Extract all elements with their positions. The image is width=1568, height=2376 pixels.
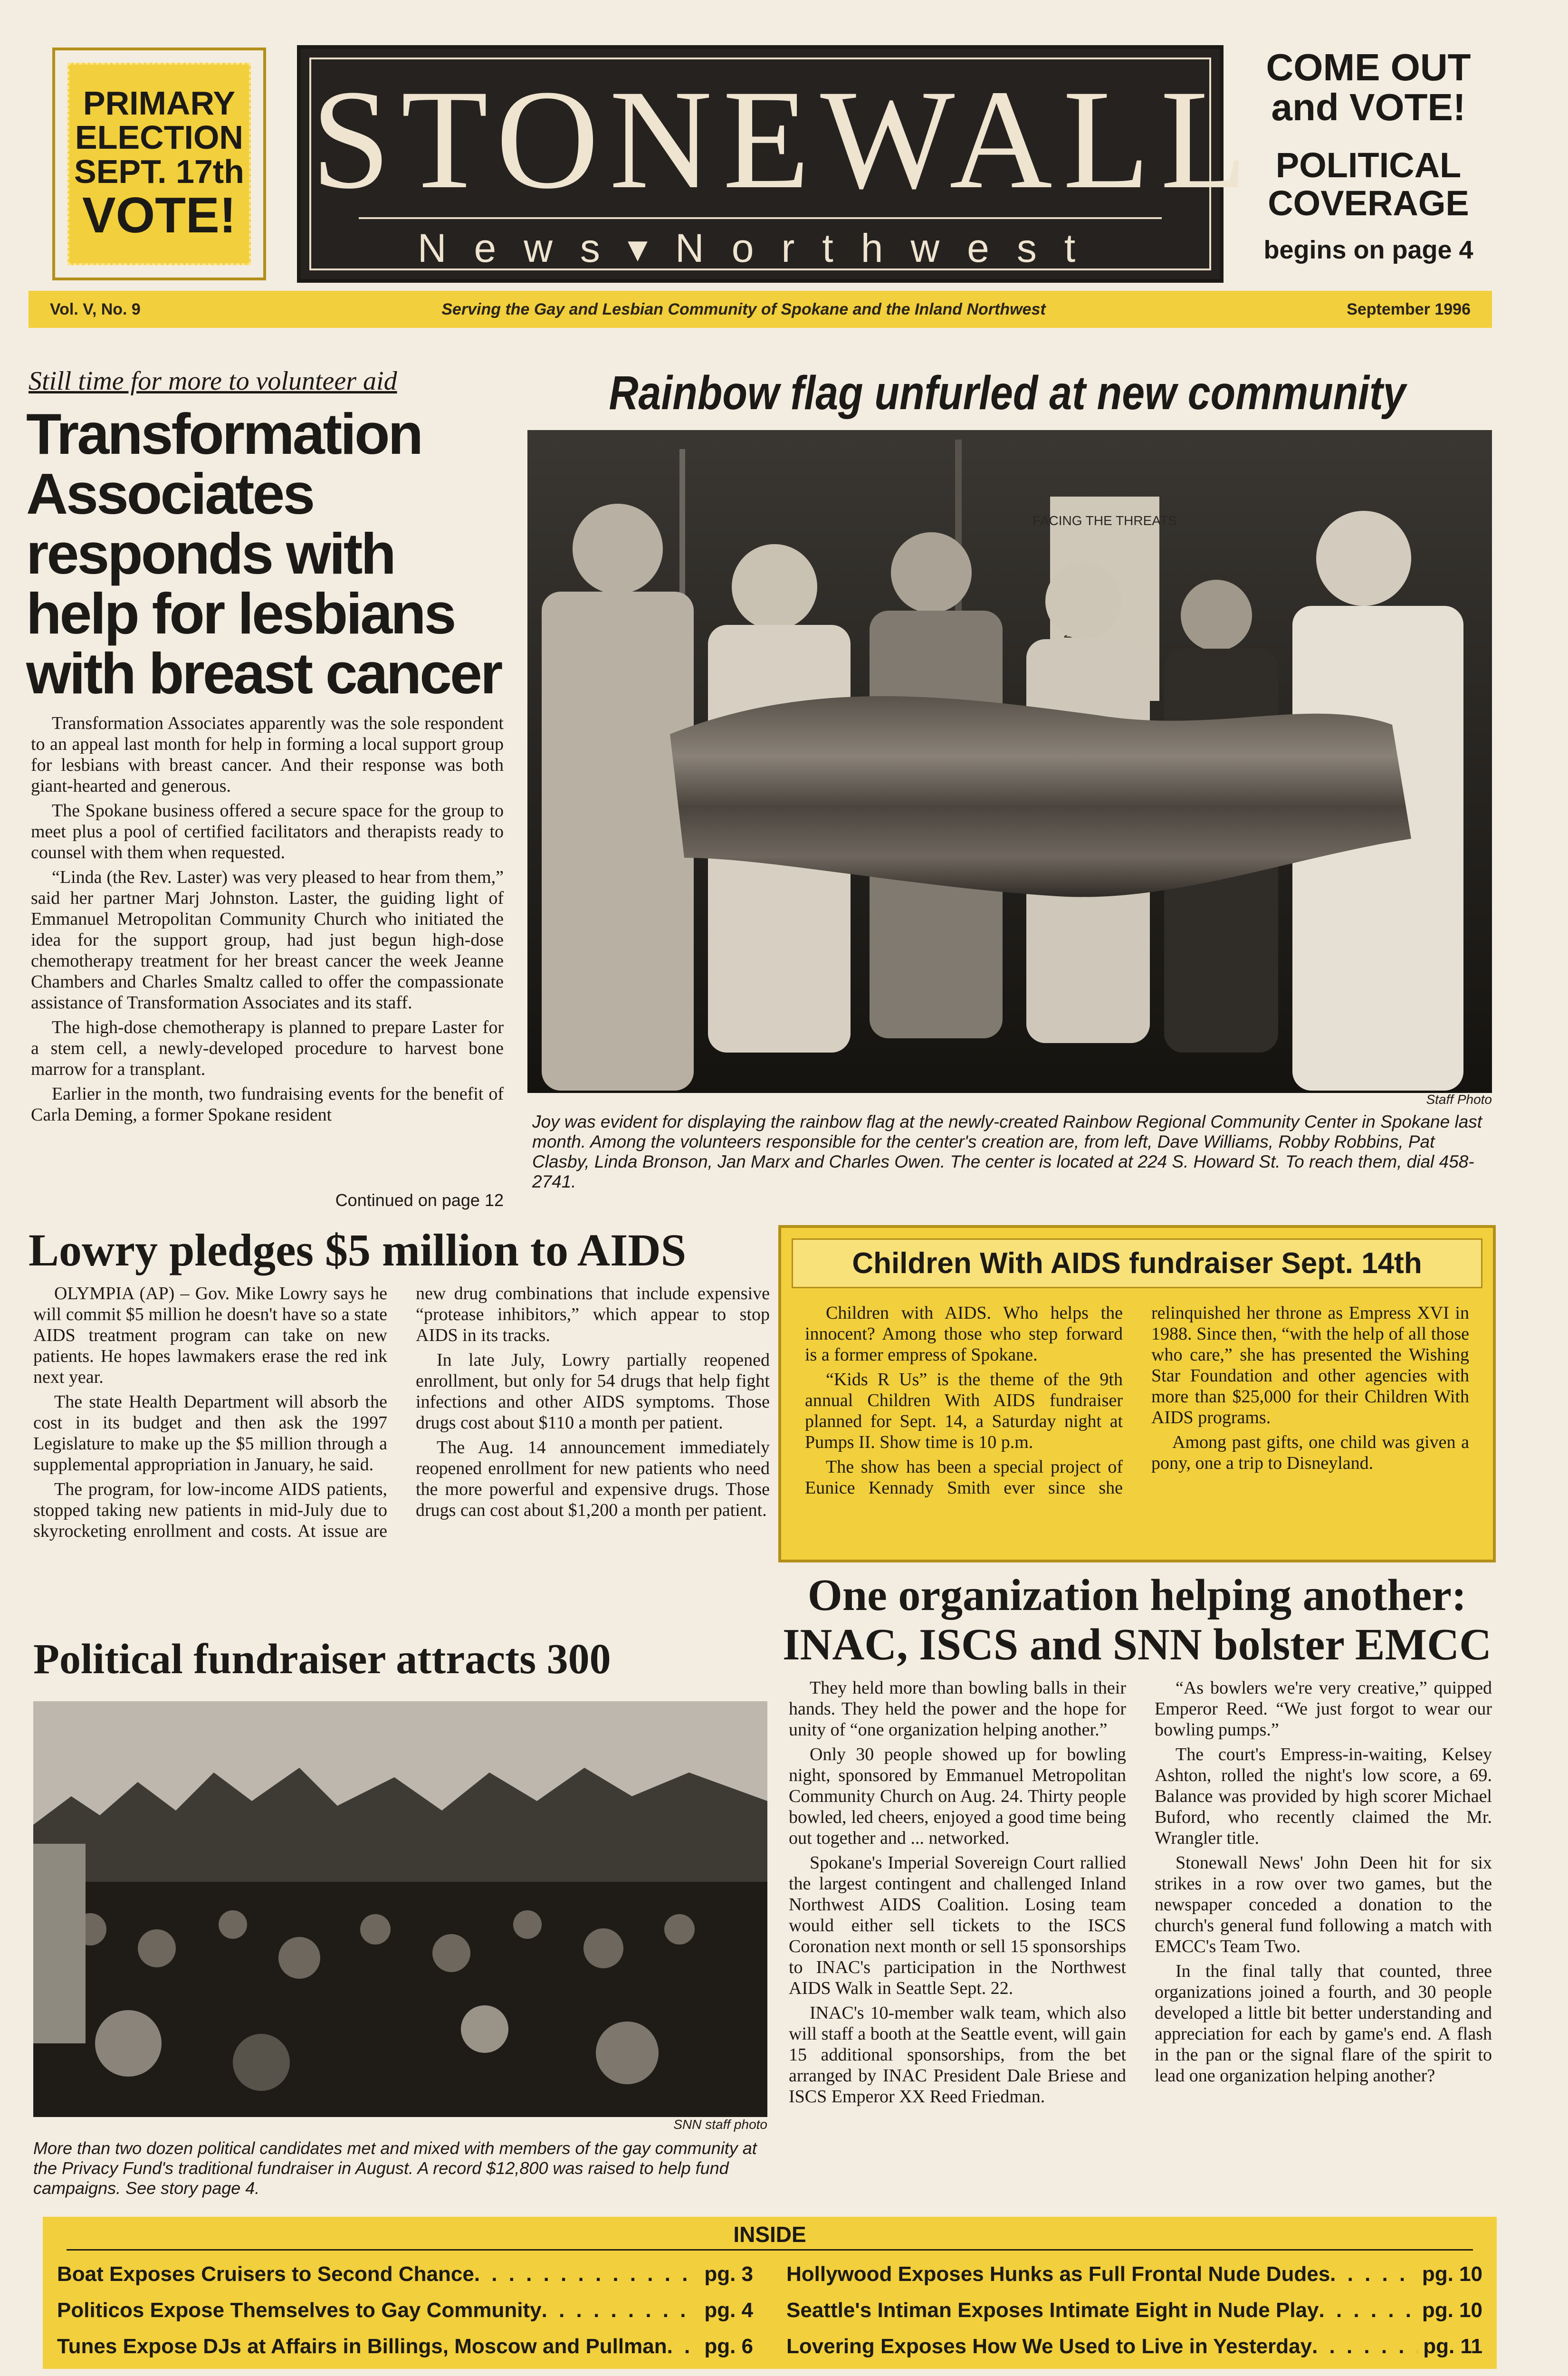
- primary-election-box: [52, 48, 266, 280]
- issue-date: September 1996: [1347, 300, 1471, 318]
- toc-title: Lovering Exposes How We Used to Live in Yesterday: [786, 2335, 1312, 2358]
- paragraph: Transformation Associates apparently was the sole respondent to an appeal last month for help in forming a local support group for lesbians with breast cancer. And their response was both giant-hearted and generous.: [31, 713, 504, 796]
- crowd-photo-illustration: [33, 1701, 767, 2117]
- toc-item: [786, 2256, 1482, 2292]
- toc-page: pg. 6: [704, 2335, 753, 2358]
- paragraph: “Kids R Us” is the theme of the 9th annual Children With AIDS fundraiser planned for Sept. 14, a Saturday night at Pumps II. Show time is 10 p.m.: [805, 1370, 1123, 1452]
- inside-index: [43, 2217, 1497, 2369]
- photo-caption: More than two dozen political candidates met and mixed with members of the gay community at the Privacy Fund's traditional fundraiser in August. A record $12,800 was raised to help fund campaigns. See story page 4.: [33, 2138, 757, 2198]
- kids-headline: Children With AIDS fundraiser Sept. 14th: [792, 1238, 1482, 1288]
- promo-line-2: and VOTE!: [1271, 86, 1466, 128]
- toc-dots: [1319, 2292, 1416, 2328]
- promo-line-1: COME OUT: [1266, 46, 1471, 88]
- tagline: Serving the Gay and Lesbian Community of Spokane and the Inland Northwest: [441, 300, 1046, 318]
- lowry-headline: Lowry pledges $5 million to AIDS: [29, 1225, 687, 1275]
- paragraph: Children with AIDS. Who helps the innocent? Among those who step forward is a former empress of Spokane.: [805, 1303, 1123, 1365]
- continued-note: Continued on page 12: [335, 1190, 504, 1210]
- political-headline: Political fundraiser attracts 300: [33, 1636, 611, 1683]
- promo-line-3: POLITICAL: [1275, 145, 1462, 185]
- toc-title: Seattle's Intiman Exposes Intimate Eight in Nude Play: [786, 2299, 1319, 2322]
- masthead-nameplate: [297, 45, 1258, 283]
- paragraph: Only 30 people showed up for bowling night, sponsored by Emmanuel Metropolitan Community Church on Aug. 24. Thirty people bowled, led cheers, enjoyed a good time being out together and ... networked.: [789, 1744, 1126, 1848]
- paper-title: STONEWALL: [311, 60, 1258, 218]
- toc-item: [57, 2328, 753, 2365]
- inac-headline: [778, 1571, 1496, 1669]
- toc-page: pg. 10: [1422, 2262, 1482, 2286]
- article-body: [31, 713, 504, 1129]
- inac-body: [789, 1677, 1492, 2107]
- paragraph: The program, for low-income AIDS patients, stopped taking new patients in mid-July due to skyrocketing enrollment and costs. At issue are new drug combinations that include expensive “protease inhibitors,” which appear to stop AIDS in its tracks.: [33, 1284, 770, 1541]
- toc-page: pg. 3: [704, 2262, 753, 2286]
- paragraph: In late July, Lowry partially reopened enrollment, but only for 54 drugs that help fight infections and other AIDS symptoms. Those drugs cost about $110 a month per patient.: [416, 1350, 770, 1433]
- paragraph: OLYMPIA (AP) – Gov. Mike Lowry says he will commit $5 million he doesn't have so a state AIDS treatment program can take on new patients. He hopes lawmakers erase the red ink next year.: [33, 1284, 387, 1387]
- photo-credit: Staff Photo: [1426, 1092, 1492, 1107]
- sign-text: FACING THE THREATS: [1033, 513, 1177, 528]
- primary-line-4: VOTE!: [82, 187, 236, 243]
- toc-dots: [667, 2328, 699, 2365]
- kids-body: [792, 1303, 1482, 1498]
- photo-caption: Joy was evident for displaying the rainbow flag at the newly-created Rainbow Regional Community Center in Spokane last month. Among the volunteers responsible for the center's creation are, from left, Dave Williams, Robby Robbins, Pat Clasby, Linda Bronson, Jan Marx and Charles Owen. The center is located at 224 S. Howard St. To reach them, dial 458-2741.: [532, 1112, 1482, 1191]
- promo-line-5: begins on page 4: [1263, 236, 1473, 264]
- primary-line-2: ELECTION: [75, 119, 243, 156]
- toc-dots: [1330, 2256, 1416, 2292]
- paragraph: Earlier in the month, two fundraising events for the benefit of Carla Deming, a former Spokane resident: [31, 1084, 504, 1125]
- toc-item: [57, 2256, 753, 2292]
- primary-line-3: SEPT. 17th: [74, 153, 244, 190]
- inac-headline-line-1: One organization helping another:: [807, 1571, 1467, 1620]
- toc-page: pg. 10: [1422, 2299, 1482, 2322]
- toc-item: [786, 2328, 1482, 2365]
- inside-title: INSIDE: [67, 2222, 1473, 2251]
- paragraph: In the final tally that counted, three organizations joined a fourth, and 30 people developed a little bit better understanding and appreciation for each by game's end. A flash in the pan or the signal flare of the spirit to lead one organization helping another?: [1155, 1961, 1492, 2086]
- paragraph: The high-dose chemotherapy is planned to prepare Laster for a stem cell, a newly-developed procedure to harvest bone marrow for a transplant.: [31, 1017, 504, 1079]
- photo-headline: Rainbow flag unfurled at new community: [609, 366, 1406, 420]
- promo-line-4: COVERAGE: [1268, 183, 1469, 223]
- paragraph: The court's Empress-in-waiting, Kelsey Ashton, rolled the night's low score, a 69. Balance was provided by high scorer Michael Buford, who recently claimed the Mr. Wrangler title.: [1155, 1744, 1492, 1848]
- toc-title: Politicos Expose Themselves to Gay Community: [57, 2299, 542, 2322]
- paragraph: The Aug. 14 announcement immediately reopened enrollment for new patients who need the more powerful and expensive drugs. Those drugs can cost about $1,200 a month per patient.: [416, 1437, 770, 1520]
- toc-dots: [474, 2256, 699, 2292]
- masthead-rule: [359, 217, 1162, 219]
- vote-promo: [1240, 48, 1497, 264]
- children-with-aids-box: [778, 1225, 1496, 1562]
- volume-number: Vol. V, No. 9: [50, 300, 141, 318]
- paragraph: Stonewall News' John Deen hit for six strikes in a row over two games, but the newspaper conceded a donation to the church's general fund following a match with EMCC's Team Two.: [1155, 1853, 1492, 1956]
- primary-line-1: PRIMARY: [83, 85, 236, 122]
- toc-page: pg. 4: [704, 2299, 753, 2322]
- article-kicker: Still time for more to volunteer aid: [29, 366, 397, 396]
- toc-item: [786, 2292, 1482, 2328]
- toc-title: Tunes Expose DJs at Affairs in Billings, Moscow and Pullman: [57, 2335, 667, 2358]
- toc-dots: [1312, 2328, 1417, 2365]
- paragraph: They held more than bowling balls in their hands. They held the power and the hope for unity of “one organization helping another.”: [789, 1678, 1126, 1740]
- toc-dots: [542, 2292, 699, 2328]
- toc-title: Hollywood Exposes Hunks as Full Frontal Nude Dudes: [786, 2262, 1330, 2286]
- crowd-photo: [33, 1701, 767, 2117]
- toc-page: pg. 11: [1423, 2335, 1482, 2358]
- paragraph: The Spokane business offered a secure space for the group to meet plus a pool of certified facilitators and therapists ready to counsel with them when requested.: [31, 801, 504, 862]
- inac-headline-line-2: INAC, ISCS and SNN bolster EMCC: [782, 1620, 1492, 1669]
- paragraph: “Linda (the Rev. Laster) was very pleased to hear from them,” said her partner Marj Johnston. Laster, the guiding light of Emmanuel Metropolitan Community Church who initiated the idea for the support group, had just begun high-dose chemotherapy treatment for her breast cancer the week Jeanne Chambers and Charles Smaltz called to offer the compassionate assistance of Transformation Associates and its staff.: [31, 867, 504, 1013]
- flag-photo-illustration: [527, 430, 1492, 1093]
- paragraph: The show has been a special project of Eunice Kennady Smith ever since she relinquished her throne as Empress XVI in 1988. Since then, “with the help of all those who care,” she has presented the Wishing Star Foundation and other agencies with more than $25,000 for their Children With AIDS programs.: [805, 1303, 1469, 1498]
- paragraph: The state Health Department will absorb the cost in its budget and then ask the 1997 Legislature to make up the $5 million through a supplemental appropriation in January, he said.: [33, 1392, 387, 1475]
- flag-photo: [527, 430, 1492, 1093]
- lowry-body: [33, 1283, 770, 1542]
- paragraph: “As bowlers we're very creative,” quipped Emperor Reed. “We just forgot to wear our bowling pumps.”: [1155, 1678, 1492, 1740]
- paragraph: Among past gifts, one child was given a pony, one a trip to Disneyland.: [1151, 1432, 1469, 1473]
- toc-item: [57, 2292, 753, 2328]
- article-headline: Transformation Associates responds with help for lesbians with breast cancer: [26, 402, 501, 706]
- photo-credit: SNN staff photo: [673, 2117, 767, 2132]
- paragraph: Spokane's Imperial Sovereign Court rallied the largest contingent and challenged Inland Northwest AIDS Coalition. Losing team would either sell tickets to the ISCS Coronation next month or sell 15 sponsorships to INAC's participation in the Northwest AIDS Walk in Seattle Sept. 22.: [789, 1853, 1126, 1998]
- issue-info-bar: [29, 291, 1492, 328]
- toc-title: Boat Exposes Cruisers to Second Chance: [57, 2262, 474, 2286]
- paragraph: INAC's 10-member walk team, which also will staff a booth at the Seattle event, will gain 15 additional sponsorships, from the bet arranged by INAC President Dale Briese and ISCS Emperor XX Reed Friedman.: [789, 2003, 1126, 2107]
- paper-subtitle: News▾Northwest: [417, 226, 1103, 270]
